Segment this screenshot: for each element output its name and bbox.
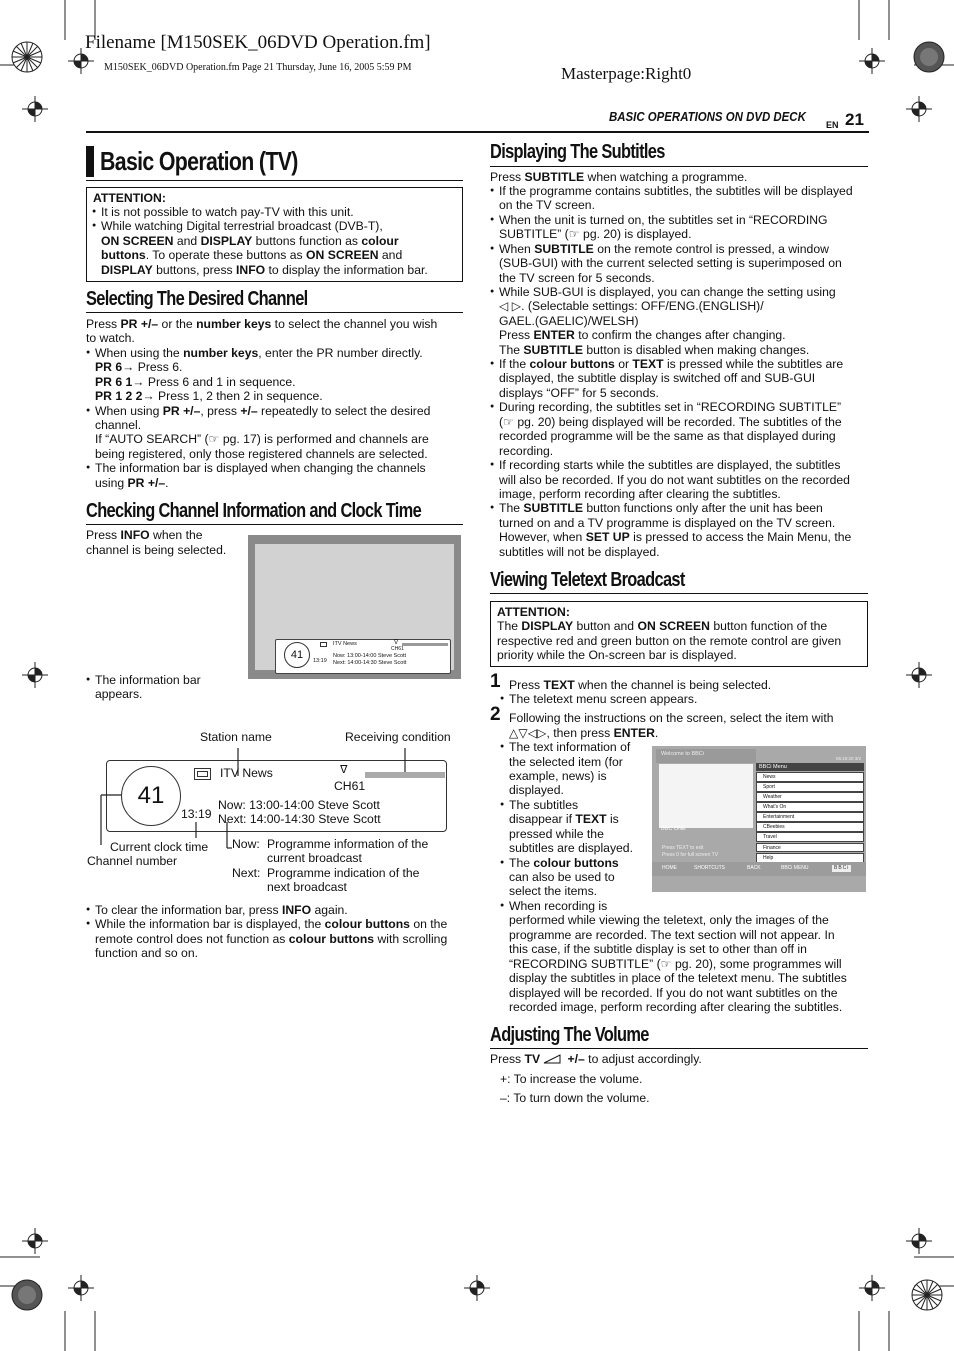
teletext-menu-item[interactable]: Weather [756, 792, 864, 802]
channel-code: CH61 [391, 646, 404, 652]
registration-crosshair-icon [906, 96, 932, 122]
bullet-item: ● When using the number keys, enter the PR number directly. [95, 346, 423, 361]
bullet-continued: on the TV screen. [499, 198, 595, 212]
bullet-item: ● If recording starts while the subtitles are displayed, the subtitles [499, 458, 840, 473]
teletext-menu-item[interactable]: Help [756, 853, 864, 863]
bullet-item: ● While the information bar is displayed, the colour buttons on the [95, 917, 447, 932]
title-rule [86, 180, 463, 181]
section-heading-subtitles: Displaying The Subtitles [490, 141, 665, 163]
header-rule [86, 131, 869, 133]
bullet-item: ● The teletext menu screen appears. [509, 692, 697, 707]
volume-icon [543, 1053, 561, 1063]
bullet-item: ● When using PR +/–, press +/– repeatedly to select the desired [95, 404, 430, 419]
teletext-menu-item[interactable]: News [756, 772, 864, 782]
page-title: Basic Operation (TV) [100, 146, 298, 176]
bullet-continued: (☞ pg. 20) being displayed will be recorded. The subtitles of the [499, 415, 842, 429]
registration-crosshair-icon [464, 1275, 490, 1301]
registration-crosshair-icon [906, 1228, 932, 1254]
station-name: ITV News [220, 766, 273, 780]
bullet-continued: ◁ ▷. (Selectable settings: OFF/ENG.(ENGLISH)/ [499, 299, 764, 313]
bullet-item: ● During recording, the subtitles set in “RECORDING SUBTITLE” [499, 400, 841, 415]
bullet-continued: If “AUTO SEARCH” (☞ pg. 17) is performed and channels are [95, 432, 429, 446]
bullet-item: ● If the colour buttons or TEXT is pressed while the subtitles are [499, 357, 843, 372]
bullet-continued: displays “OFF” for 5 seconds. [499, 386, 659, 400]
tv-screen-illustration [248, 535, 461, 679]
teletext-clock: 06:19:20 3/2 [836, 756, 862, 761]
bullet-continued: select the items. [509, 884, 598, 898]
bullet-continued: the TV screen for 5 seconds. [499, 271, 655, 285]
bullet-continued: displayed will be recorded. If you do not want subtitles on the [509, 986, 838, 1000]
attention-item-continued: buttons. To operate these buttons as ON SCREEN and [101, 248, 403, 262]
next-key: Next: [232, 866, 261, 880]
attention-text: priority while the On-screen bar is displayed. [497, 648, 737, 662]
section-rule [86, 524, 463, 525]
bullet-continued: turned on and a TV programme is displayed on the TV screen. [499, 516, 836, 530]
registration-crosshair-icon [859, 48, 885, 74]
bullet-item: ● When the unit is turned on, the subtitles set in “RECORDING [499, 213, 828, 228]
bullet-item: ● While SUB-GUI is displayed, you can change the setting using [499, 285, 836, 300]
language-code: EN [826, 120, 839, 130]
label-station-name: Station name [200, 730, 272, 744]
section-heading-select-channel: Selecting The Desired Channel [86, 288, 308, 310]
bullet-item: ● The subtitles [509, 798, 578, 813]
teletext-nav-bar [652, 862, 866, 876]
station-name: ITV News [333, 641, 357, 647]
bullet-continued: using PR +/–. [95, 476, 169, 490]
attention-item: ● While watching Digital terrestrial broadcast (DVB-T), [101, 219, 383, 234]
now-description: current broadcast [267, 851, 362, 865]
bullet-continued: Press ENTER to confirm the changes after changing. [499, 328, 786, 342]
bullet-continued: displayed, the subtitle display is switched off and SUB-GUI [499, 371, 816, 385]
bullet-item: ● When recording is [509, 899, 607, 914]
registration-crosshair-icon [906, 662, 932, 688]
attention-text: respective red and green button on the remote control are given [497, 634, 842, 648]
bullet-item: ● When SUBTITLE on the remote control is pressed, a window [499, 242, 829, 257]
section-rule [86, 312, 463, 313]
now-key: Now: [232, 837, 260, 851]
channel-number: 41 [284, 642, 310, 668]
channel-number-large: 41 [121, 766, 181, 826]
example-line: PR 6 1→ Press 6 and 1 in sequence. [95, 375, 296, 389]
teletext-menu-list [756, 772, 864, 863]
teletext-nav-item[interactable]: SHORTCUTS [694, 865, 726, 871]
next-description: Programme indication of the [267, 866, 420, 880]
bullet-continued: (SUB-GUI) with the current selected setting is superimposed on [499, 256, 842, 270]
bullet-continued: channel. [95, 418, 142, 432]
paragraph: Press INFO when the [86, 528, 203, 542]
bullet-continued: recorded image, perform recording after clearing the subtitles. [509, 1000, 843, 1014]
label-current-clock: Current clock time [110, 840, 209, 854]
bullet-continued: can also be used to [509, 870, 615, 884]
bullet-continued: The SUBTITLE button is disabled when making changes. [499, 343, 810, 357]
teletext-menu-item[interactable]: Finance [756, 843, 864, 853]
sunburst-mark-top-right [912, 40, 946, 74]
teletext-menu-title: BBCi Menu [759, 764, 787, 770]
bullet-continued: GAEL.(GAELIC)/WELSH) [499, 314, 639, 328]
section-heading-teletext: Viewing Teletext Broadcast [490, 569, 685, 591]
bullet-item: ● The information bar is displayed when changing the channels [95, 461, 426, 476]
registration-crosshair-icon [859, 1275, 885, 1301]
teletext-menu-item[interactable]: Travel [756, 832, 864, 842]
teletext-screen-illustration [652, 746, 866, 892]
attention-label: ATTENTION: [497, 605, 570, 619]
example-line: PR 1 2 2→ Press 1, 2 then 2 in sequence. [95, 389, 323, 403]
clock-time: 13:19 [181, 807, 212, 821]
channel-code: CH61 [334, 779, 366, 793]
section-running-head: BASIC OPERATIONS ON DVD DECK [609, 109, 806, 124]
now-programme: Now: 13:00-14:00 Steve Scott [333, 653, 407, 659]
title-bar-marker [86, 146, 94, 177]
teletext-hint: Press 0 for full screen TV [662, 852, 719, 858]
step-number: 1 [490, 671, 501, 692]
arrow-right-icon: → [132, 375, 148, 389]
teletext-nav-item[interactable]: HOME [662, 865, 677, 871]
now-programme: Now: 13:00-14:00 Steve Scott [218, 798, 380, 812]
bullet-continued: remote control does not function as colour buttons with scrolling [95, 932, 448, 946]
bullet-continued: subtitles will not be displayed. [499, 545, 660, 559]
arrow-right-icon: → [122, 360, 138, 374]
tv-screen [255, 544, 454, 670]
step-text: Following the instructions on the screen, select the item with [509, 711, 834, 725]
attention-box [490, 601, 868, 667]
teletext-hint: Press TEXT to exit [662, 845, 704, 851]
bullet-continued: this case, if the subtitle display is set to other than off in [509, 942, 807, 956]
bullet-item: ● To clear the information bar, press INFO again. [95, 903, 348, 918]
bullet-item: ● The SUBTITLE button functions only after the unit has been [499, 501, 823, 516]
label-channel-number: Channel number [87, 854, 178, 868]
tv-icon [320, 642, 327, 647]
attention-item-continued: ON SCREEN and DISPLAY buttons function as colour [101, 234, 399, 248]
volume-increase-note: +: To increase the volume. [500, 1072, 643, 1086]
registration-crosshair-icon [68, 1275, 94, 1301]
paragraph: Press PR +/– or the number keys to select the channel you wish [86, 317, 438, 331]
bullet-item: ● The information bar [95, 673, 201, 688]
bullet-continued: performed while viewing the teletext, only the images of the [509, 913, 829, 927]
section-heading-volume: Adjusting The Volume [490, 1024, 649, 1046]
teletext-menu-item[interactable]: CBeebies [756, 822, 864, 832]
paragraph: channel is being selected. [86, 543, 227, 557]
teletext-video-window [659, 764, 753, 828]
bullet-continued: example, news) is [509, 769, 607, 783]
bullet-continued: image, perform recording after clearing the subtitles. [499, 487, 781, 501]
bullet-continued: However, when SET UP is pressed to access the Main Menu, the [499, 530, 852, 544]
sunburst-mark-top-left [10, 40, 44, 74]
clock-time: 13:19 [313, 658, 327, 664]
bullet-item: ● The colour buttons [509, 856, 619, 871]
step-text: △▽◁▷, then press ENTER. [509, 726, 659, 740]
bullet-continued: recording. [499, 444, 554, 458]
antenna-icon: ᐁ [394, 640, 399, 646]
example-line: PR 6→ Press 6. [95, 360, 183, 374]
bbci-logo: BBCi [834, 865, 850, 871]
file-info: M150SEK_06DVD Operation.fm Page 21 Thursday, June 16, 2005 5:59 PM [104, 62, 412, 73]
teletext-menu-item[interactable]: What's On [756, 802, 864, 812]
paragraph: Press SUBTITLE when watching a programme. [490, 170, 748, 184]
bullet-continued: pressed while the [509, 827, 604, 841]
bullet-continued: “RECORDING SUBTITLE” (☞ pg. 20), some programmes will [509, 957, 842, 971]
bullet-continued: the selected item (for [509, 755, 623, 769]
next-programme: Next: 14:00-14:30 Steve Scott [333, 660, 407, 666]
registration-crosshair-icon [22, 662, 48, 688]
bullet-continued: being registered, only those registered channels are selected. [95, 447, 428, 461]
bullet-continued: disappear if TEXT is [509, 812, 619, 826]
attention-text: The DISPLAY button and ON SCREEN button function of the [497, 619, 828, 633]
teletext-menu-item[interactable]: Sport [756, 782, 864, 792]
masterpage-label: Masterpage:Right0 [561, 64, 692, 83]
info-bar-small [275, 639, 451, 674]
bullet-continued: will also be recorded. If you do not want subtitles on the recorded [499, 473, 850, 487]
arrow-right-icon: → [142, 389, 159, 403]
teletext-nav-item[interactable]: BBCi MENU [781, 865, 809, 871]
page-number: 21 [845, 110, 864, 129]
paragraph: Press TV +/– to adjust accordingly. [490, 1052, 702, 1066]
bullet-continued: display the subtitles in place of the teletext menu. The subtitles [509, 971, 847, 985]
bullet-continued: appears. [95, 687, 143, 701]
bullet-continued: programme are recorded. The text section will not appear. In [509, 928, 835, 942]
teletext-menu-item[interactable]: Entertainment [756, 812, 864, 822]
attention-item: ● It is not possible to watch pay-TV with this unit. [101, 205, 354, 220]
teletext-channel-name: BBC ONE [661, 826, 686, 832]
bullet-continued: function and so on. [95, 946, 198, 960]
step-number: 2 [490, 704, 501, 725]
registration-crosshair-icon [22, 96, 48, 122]
signal-meter [402, 643, 448, 646]
filename-label: Filename [M150SEK_06DVD Operation.fm] [85, 32, 431, 53]
section-rule [490, 593, 868, 594]
section-rule [490, 1048, 868, 1049]
sunburst-mark-bottom-left [10, 1278, 44, 1312]
bullet-item: ● If the programme contains subtitles, the subtitles will be displayed [499, 184, 853, 199]
teletext-welcome: Welcome to BBCi [661, 751, 704, 757]
attention-item-continued: DISPLAY buttons, press INFO to display the information bar. [101, 263, 428, 277]
label-receiving-condition: Receiving condition [345, 730, 451, 744]
bullet-continued: subtitles are displayed. [509, 841, 633, 855]
bullet-continued: recorded programme will be the same as that displayed during [499, 429, 836, 443]
bullet-item: ● The text information of [509, 740, 630, 755]
registration-crosshair-icon [22, 1228, 48, 1254]
step-text: Press TEXT when the channel is being selected. [509, 678, 772, 692]
next-programme: Next: 14:00-14:30 Steve Scott [218, 812, 381, 826]
next-description: next broadcast [267, 880, 347, 894]
section-rule [490, 166, 868, 167]
teletext-nav-item[interactable]: BACK [747, 865, 761, 871]
volume-decrease-note: –: To turn down the volume. [500, 1091, 650, 1105]
attention-label: ATTENTION: [93, 191, 166, 205]
bullet-continued: displayed. [509, 783, 564, 797]
now-description: Programme information of the [267, 837, 429, 851]
antenna-icon: ᐁ [340, 764, 348, 776]
section-heading-channel-info: Checking Channel Information and Clock Time [86, 500, 422, 522]
bullet-continued: SUBTITLE” (☞ pg. 20) is displayed. [499, 227, 692, 241]
paragraph: to watch. [86, 331, 135, 345]
attention-box [86, 187, 463, 282]
sunburst-mark-bottom-right [910, 1278, 944, 1312]
teletext-menu-header [756, 763, 864, 771]
